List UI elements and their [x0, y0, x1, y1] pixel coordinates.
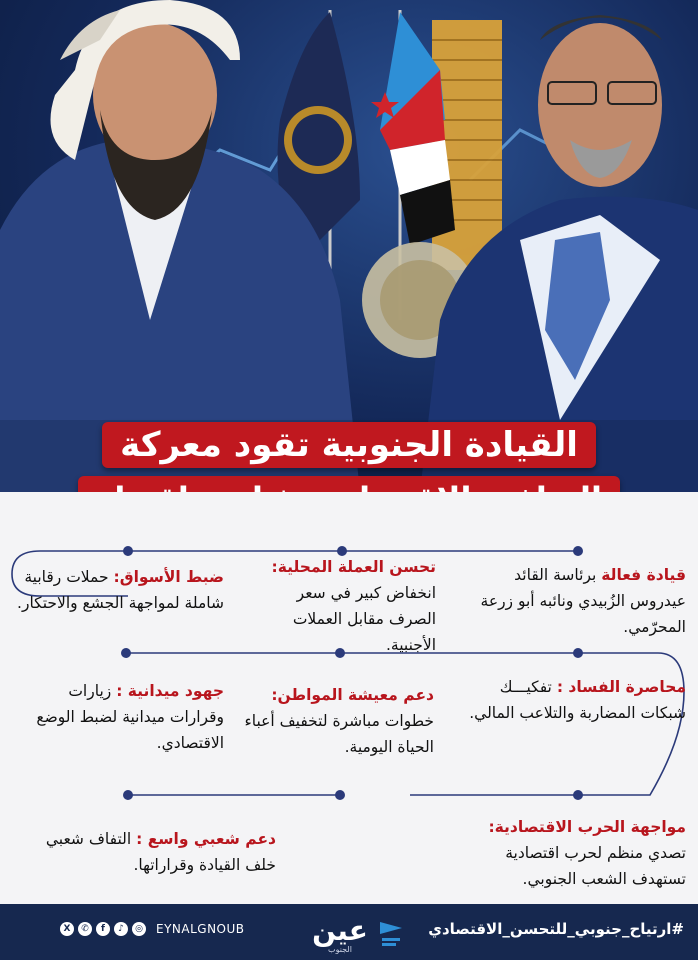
- instagram-icon[interactable]: ◎: [132, 922, 146, 936]
- item-field-efforts: جهود ميدانية : زيارات وقرارات ميدانية لضبط الوضع الاقتصادي.: [36, 682, 224, 752]
- tiktok-icon[interactable]: ♪: [114, 922, 128, 936]
- content-area: [0, 492, 698, 904]
- logo-eye-icon: [380, 922, 402, 946]
- x-icon[interactable]: X: [60, 922, 74, 936]
- item-popular-support: دعم شعبي واسع : التفاف شعبي خلف القيادة وقراراتها.: [45, 830, 276, 874]
- item-effective-leadership: قيادة فعالة برئاسة القائد عيدروس الزُبيدي ونائبه أبو زرعة المحرّمي.: [480, 566, 686, 636]
- item-markets: ضبط الأسواق: حملات رقابية شاملة لمواجهة الجشع والاحتكار.: [17, 568, 224, 612]
- item-citizen-living: دعم معيشة المواطن: خطوات مباشرة لتخفيف أعباء الحياة اليومية.: [244, 686, 434, 756]
- page-title-line1: القيادة الجنوبية تقود معركة: [102, 422, 596, 468]
- footer-hashtag[interactable]: #ارتياح_جنوبي_للتحسن_الاقتصادي: [428, 920, 684, 938]
- facebook-icon[interactable]: f: [96, 922, 110, 936]
- item-corruption: محاصرة الفساد : تفكيـــك شبكات المضاربة والتلاعب المالي.: [469, 678, 686, 722]
- social-links: [60, 922, 245, 936]
- logo-wordmark: عين: [312, 914, 368, 947]
- social-handle: EYNALGNOUB: [156, 922, 245, 936]
- whatsapp-icon[interactable]: ✆: [78, 922, 92, 936]
- footer-bar: [0, 904, 698, 960]
- logo-subtitle: الجنوب: [328, 945, 352, 954]
- title-line1-wrap: [0, 422, 698, 468]
- item-economic-war: مواجهة الحرب الاقتصادية: تصدي منظم لحرب اقتصادية تستهدف الشعب الجنوبي.: [488, 818, 686, 888]
- item-currency: تحسن العملة المحلية: انخفاض كبير في سعر الصرف مقابل العملات الأجنبية.: [271, 558, 436, 654]
- brand-logo: [300, 910, 405, 954]
